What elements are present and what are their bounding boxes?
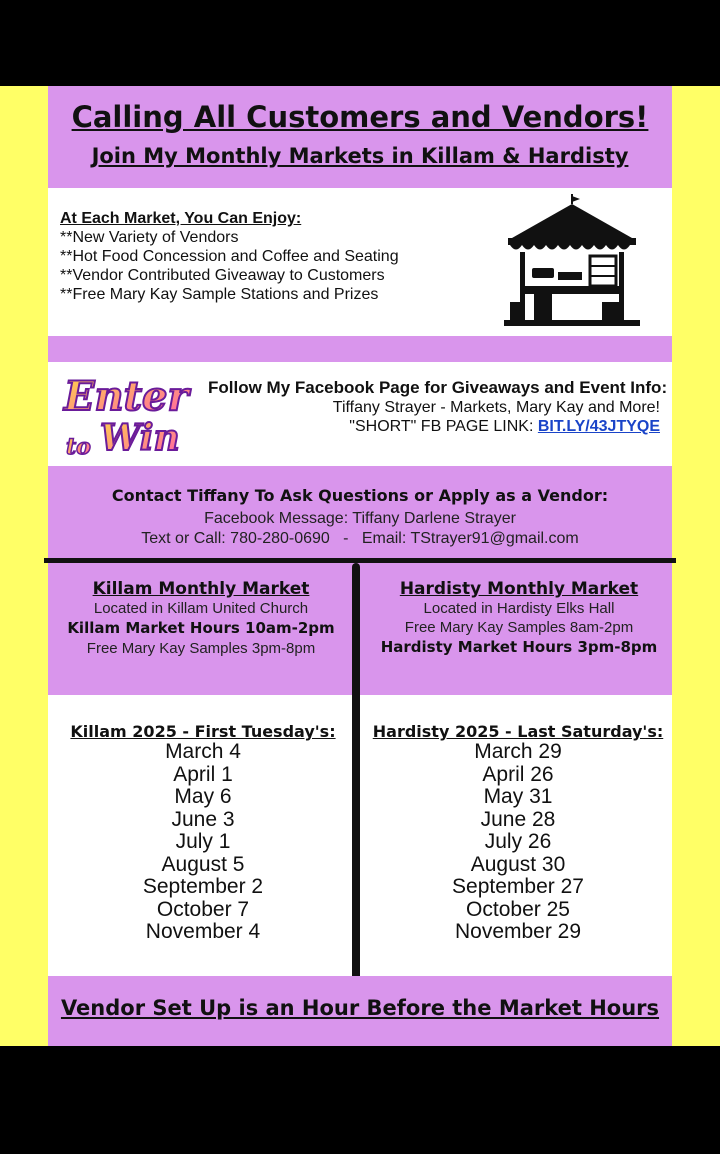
facebook-page-link[interactable]: BIT.LY/43JTYQE [537, 418, 660, 435]
footer-banner [48, 976, 672, 1046]
hardisty-location: Located in Hardisty Elks Hall [423, 600, 615, 617]
enjoy-item: **Hot Food Concession and Coffee and Seating [60, 248, 399, 265]
badge-text: Win [100, 417, 180, 459]
enjoy-item: **New Variety of Vendors [60, 229, 239, 246]
hardisty-date: May 31 [483, 785, 553, 808]
flyer-title: Calling All Customers and Vendors! [71, 100, 649, 134]
contact-phone: Text or Call: 780-280-0690 [141, 530, 330, 547]
killam-date: July 1 [175, 830, 231, 853]
hardisty-date: September 27 [452, 875, 584, 898]
killam-samples: Free Mary Kay Samples 3pm-8pm [86, 640, 316, 657]
enjoy-item: **Vendor Contributed Giveaway to Customers [60, 267, 385, 284]
badge-text: Enter [64, 373, 189, 420]
killam-date: October 7 [156, 897, 250, 921]
killam-date: June 3 [171, 807, 235, 831]
contact-heading: Contact Tiffany To Ask Questions or Apply as a Vendor: [111, 486, 609, 505]
killam-hours: Killam Market Hours 10am-2pm [67, 619, 335, 637]
killam-date: May 6 [174, 785, 232, 808]
facebook-page-name: Tiffany Strayer - Markets, Mary Kay and More! [332, 399, 660, 416]
facebook-heading: Follow My Facebook Page for Giveaways and Event Info: [208, 378, 668, 397]
badge-text: to [66, 434, 91, 460]
enjoy-section [60, 210, 500, 304]
contact-facebook-message: Facebook Message: Tiffany Darlene Strayer [204, 510, 516, 527]
hardisty-date: November 29 [454, 920, 582, 943]
header-banner [48, 86, 672, 188]
facebook-link-label: "SHORT" FB PAGE LINK: [349, 418, 534, 435]
killam-dates [48, 722, 358, 944]
killam-date: April 1 [173, 762, 233, 786]
hardisty-date: August 30 [470, 852, 566, 876]
hardisty-date: April 26 [482, 762, 554, 786]
hardisty-dates [364, 722, 672, 944]
facebook-info [208, 378, 668, 436]
enjoy-item: **Free Mary Kay Sample Stations and Prizes [60, 286, 379, 303]
footer-note: Vendor Set Up is an Hour Before the Market Hours [60, 996, 660, 1020]
contact-email: Email: TStrayer91@gmail.com [361, 530, 579, 547]
enjoy-heading: At Each Market, You Can Enjoy: [60, 210, 302, 227]
contact-separator: - [343, 530, 349, 547]
hardisty-hours: Hardisty Market Hours 3pm-8pm [380, 638, 658, 656]
killam-title: Killam Monthly Market [92, 579, 310, 599]
hardisty-market-info [366, 579, 672, 658]
hardisty-title: Hardisty Monthly Market [399, 579, 639, 599]
hardisty-dates-heading: Hardisty 2025 - Last Saturday's: [372, 722, 664, 741]
killam-location: Located in Killam United Church [93, 600, 309, 617]
hardisty-date: March 29 [474, 740, 562, 763]
flyer [48, 86, 672, 1046]
contact-line [48, 530, 672, 548]
hardisty-samples: Free Mary Kay Samples 8am-2pm [404, 619, 634, 636]
killam-date: August 5 [161, 852, 245, 876]
killam-dates-heading: Killam 2025 - First Tuesday's: [70, 722, 336, 741]
divider-strip [48, 336, 672, 362]
hardisty-date: October 25 [466, 897, 570, 921]
enter-to-win-badge [52, 366, 200, 462]
killam-date: September 2 [142, 875, 264, 898]
flyer-subtitle: Join My Monthly Markets in Killam & Hardisty [91, 144, 629, 168]
killam-date: November 4 [145, 920, 261, 943]
market-stall-icon [504, 194, 640, 334]
contact-banner [48, 466, 672, 558]
killam-market-info [48, 579, 354, 658]
killam-date: March 4 [165, 740, 241, 763]
hardisty-date: July 26 [484, 830, 552, 853]
hardisty-date: June 28 [480, 807, 556, 831]
